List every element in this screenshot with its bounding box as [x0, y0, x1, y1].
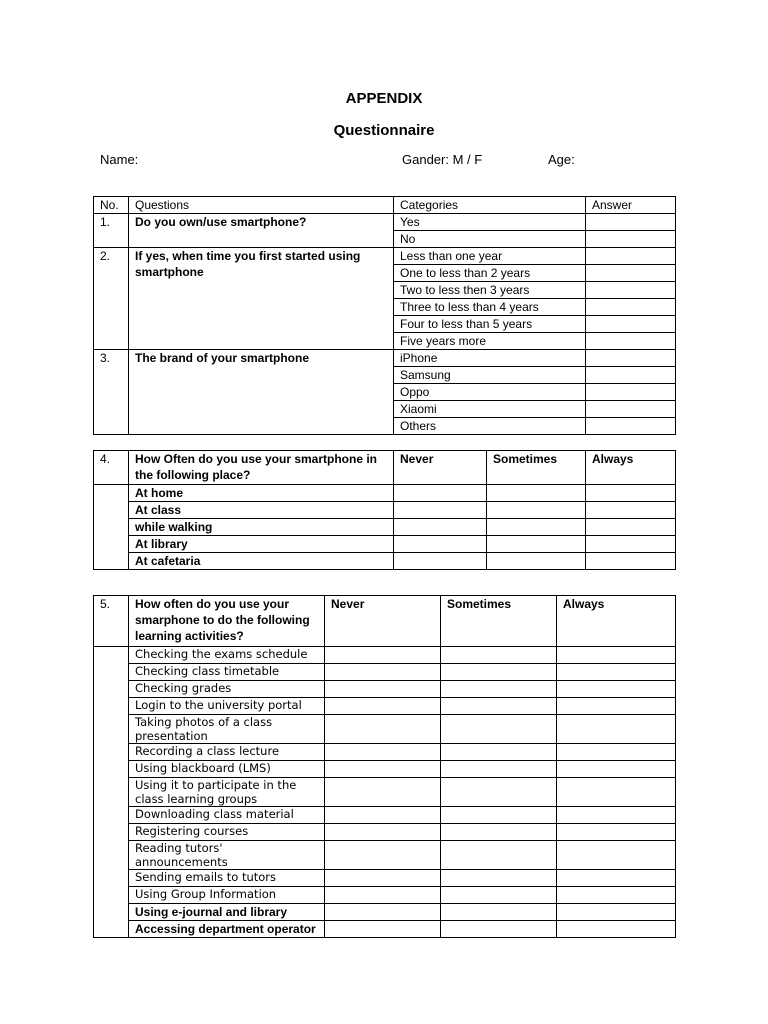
header-cell: Never	[394, 451, 487, 485]
table-row	[94, 485, 676, 502]
row-label: Using it to participate in the class learning groups	[129, 778, 325, 807]
row-label: At cafetaria	[129, 553, 394, 570]
table-row	[94, 502, 676, 519]
table-row	[94, 519, 676, 536]
answer-cell[interactable]	[586, 265, 676, 282]
row-label: Registering courses	[129, 824, 325, 841]
table-row	[94, 698, 676, 715]
answer-cell[interactable]	[586, 248, 676, 265]
answer-cell[interactable]	[487, 502, 586, 519]
question-text: How often do you use your smarphone to do the following learning activities?	[129, 596, 325, 647]
place-usage-table	[93, 450, 676, 570]
answer-cell[interactable]	[325, 681, 441, 698]
table-row	[94, 870, 676, 887]
table-row	[94, 248, 676, 265]
answer-cell[interactable]	[487, 536, 586, 553]
answer-cell[interactable]	[441, 807, 557, 824]
answer-cell[interactable]	[325, 744, 441, 761]
category-cell: Three to less than 4 years	[394, 299, 586, 316]
answer-cell[interactable]	[557, 887, 676, 904]
answer-cell[interactable]	[441, 664, 557, 681]
row-label: Taking photos of a class presentation	[129, 715, 325, 744]
answer-cell[interactable]	[325, 921, 441, 938]
question-text: Do you own/use smartphone?	[129, 214, 394, 248]
row-label: Reading tutors' announcements	[129, 841, 325, 870]
answer-cell[interactable]	[325, 761, 441, 778]
table-row	[94, 715, 676, 744]
category-cell: Oppo	[394, 384, 586, 401]
table-row	[94, 744, 676, 761]
question-number: 2.	[94, 248, 129, 350]
table-row	[94, 647, 676, 664]
ownership-table	[93, 196, 676, 435]
header-cell: Answer	[586, 197, 676, 214]
category-cell: Four to less than 5 years	[394, 316, 586, 333]
row-label: Login to the university portal	[129, 698, 325, 715]
answer-cell[interactable]	[586, 333, 676, 350]
answer-cell[interactable]	[586, 214, 676, 231]
answer-cell[interactable]	[557, 681, 676, 698]
age-label: Age:	[548, 152, 575, 167]
question-text: How Often do you use your smartphone in the following place?	[129, 451, 394, 485]
category-cell: Two to less then 3 years	[394, 282, 586, 299]
answer-cell[interactable]	[325, 698, 441, 715]
answer-cell[interactable]	[325, 824, 441, 841]
question-number: 3.	[94, 350, 129, 435]
gender-label: Gander: M / F	[402, 152, 483, 167]
row-label: Using Group Information	[129, 887, 325, 904]
category-cell: One to less than 2 years	[394, 265, 586, 282]
row-label: Checking the exams schedule	[129, 647, 325, 664]
answer-cell[interactable]	[325, 887, 441, 904]
answer-cell[interactable]	[441, 698, 557, 715]
table-row	[94, 350, 676, 367]
question-number: 5.	[94, 596, 129, 647]
answer-cell[interactable]	[557, 715, 676, 744]
answer-cell[interactable]	[557, 664, 676, 681]
answer-cell[interactable]	[325, 870, 441, 887]
table-row	[94, 841, 676, 870]
row-label: Sending emails to tutors	[129, 870, 325, 887]
table-row	[94, 553, 676, 570]
answer-cell[interactable]	[586, 384, 676, 401]
row-label: Using e-journal and library	[129, 904, 325, 921]
table-row	[94, 887, 676, 904]
table-row	[94, 664, 676, 681]
answer-cell[interactable]	[557, 904, 676, 921]
answer-cell[interactable]	[487, 485, 586, 502]
answer-cell[interactable]	[557, 841, 676, 870]
answer-cell[interactable]	[441, 647, 557, 664]
table-header-row	[94, 197, 676, 214]
table-header-row	[94, 596, 676, 647]
category-cell: Xiaomi	[394, 401, 586, 418]
row-label: Recording a class lecture	[129, 744, 325, 761]
category-cell: Others	[394, 418, 586, 435]
learning-activities-table	[93, 595, 676, 938]
answer-cell[interactable]	[586, 418, 676, 435]
header-cell: No.	[94, 197, 129, 214]
table-row	[94, 921, 676, 938]
row-label: At class	[129, 502, 394, 519]
answer-cell[interactable]	[586, 401, 676, 418]
answer-cell[interactable]	[586, 502, 676, 519]
answer-cell[interactable]	[441, 921, 557, 938]
answer-cell[interactable]	[557, 921, 676, 938]
answer-cell[interactable]	[325, 841, 441, 870]
answer-cell[interactable]	[557, 698, 676, 715]
table-row	[94, 761, 676, 778]
category-cell: No	[394, 231, 586, 248]
answer-cell[interactable]	[441, 715, 557, 744]
row-label: Accessing department operator	[129, 921, 325, 938]
answer-cell[interactable]	[557, 744, 676, 761]
table-row	[94, 904, 676, 921]
category-cell: Yes	[394, 214, 586, 231]
answer-cell[interactable]	[586, 231, 676, 248]
header-cell: Categories	[394, 197, 586, 214]
table-row	[94, 214, 676, 231]
answer-cell[interactable]	[586, 282, 676, 299]
answer-cell[interactable]	[441, 904, 557, 921]
table-row	[94, 681, 676, 698]
answer-cell[interactable]	[394, 519, 487, 536]
page-subtitle: Questionnaire	[333, 122, 435, 139]
category-cell: Less than one year	[394, 248, 586, 265]
table-row	[94, 807, 676, 824]
answer-cell[interactable]	[557, 647, 676, 664]
answer-cell[interactable]	[441, 681, 557, 698]
category-cell: iPhone	[394, 350, 586, 367]
category-cell: Five years more	[394, 333, 586, 350]
answer-cell[interactable]	[557, 807, 676, 824]
question-number: 1.	[94, 214, 129, 248]
header-cell: Never	[325, 596, 441, 647]
answer-cell[interactable]	[325, 778, 441, 807]
question-text: The brand of your smartphone	[129, 350, 394, 435]
table-row	[94, 778, 676, 807]
answer-cell[interactable]	[557, 824, 676, 841]
answer-cell[interactable]	[557, 778, 676, 807]
header-cell: Sometimes	[487, 451, 586, 485]
answer-cell[interactable]	[394, 502, 487, 519]
answer-cell[interactable]	[586, 553, 676, 570]
row-label: Downloading class material	[129, 807, 325, 824]
header-cell: Sometimes	[441, 596, 557, 647]
answer-cell[interactable]	[394, 553, 487, 570]
answer-cell[interactable]	[557, 870, 676, 887]
answer-cell[interactable]	[441, 824, 557, 841]
row-label: Checking class timetable	[129, 664, 325, 681]
answer-cell[interactable]	[325, 647, 441, 664]
answer-cell[interactable]	[325, 807, 441, 824]
answer-cell[interactable]	[586, 316, 676, 333]
row-label: At library	[129, 536, 394, 553]
category-cell: Samsung	[394, 367, 586, 384]
answer-cell[interactable]	[487, 519, 586, 536]
answer-cell[interactable]	[394, 536, 487, 553]
answer-cell[interactable]	[394, 485, 487, 502]
row-label: Using blackboard (LMS)	[129, 761, 325, 778]
answer-cell[interactable]	[441, 778, 557, 807]
answer-cell[interactable]	[441, 870, 557, 887]
table-row	[94, 824, 676, 841]
answer-cell[interactable]	[557, 761, 676, 778]
row-label: Checking grades	[129, 681, 325, 698]
header-cell: Always	[586, 451, 676, 485]
answer-cell[interactable]	[586, 299, 676, 316]
question-number: 4.	[94, 451, 129, 485]
row-label: while walking	[129, 519, 394, 536]
question-text: If yes, when time you first started using smartphone	[129, 248, 394, 350]
header-cell: Always	[557, 596, 676, 647]
table-header-row	[94, 451, 676, 485]
answer-cell[interactable]	[325, 664, 441, 681]
answer-cell[interactable]	[586, 536, 676, 553]
table-row	[94, 536, 676, 553]
row-label: At home	[129, 485, 394, 502]
answer-cell[interactable]	[325, 904, 441, 921]
answer-cell[interactable]	[586, 367, 676, 384]
page-title: APPENDIX	[345, 90, 423, 107]
name-label: Name:	[100, 152, 139, 167]
answer-cell[interactable]	[441, 841, 557, 870]
answer-cell[interactable]	[586, 485, 676, 502]
answer-cell[interactable]	[586, 519, 676, 536]
answer-cell[interactable]	[441, 887, 557, 904]
answer-cell[interactable]	[441, 744, 557, 761]
answer-cell[interactable]	[487, 553, 586, 570]
answer-cell[interactable]	[325, 715, 441, 744]
empty-cell	[94, 485, 129, 570]
empty-cell	[94, 647, 129, 938]
answer-cell[interactable]	[441, 761, 557, 778]
answer-cell[interactable]	[586, 350, 676, 367]
header-cell: Questions	[129, 197, 394, 214]
